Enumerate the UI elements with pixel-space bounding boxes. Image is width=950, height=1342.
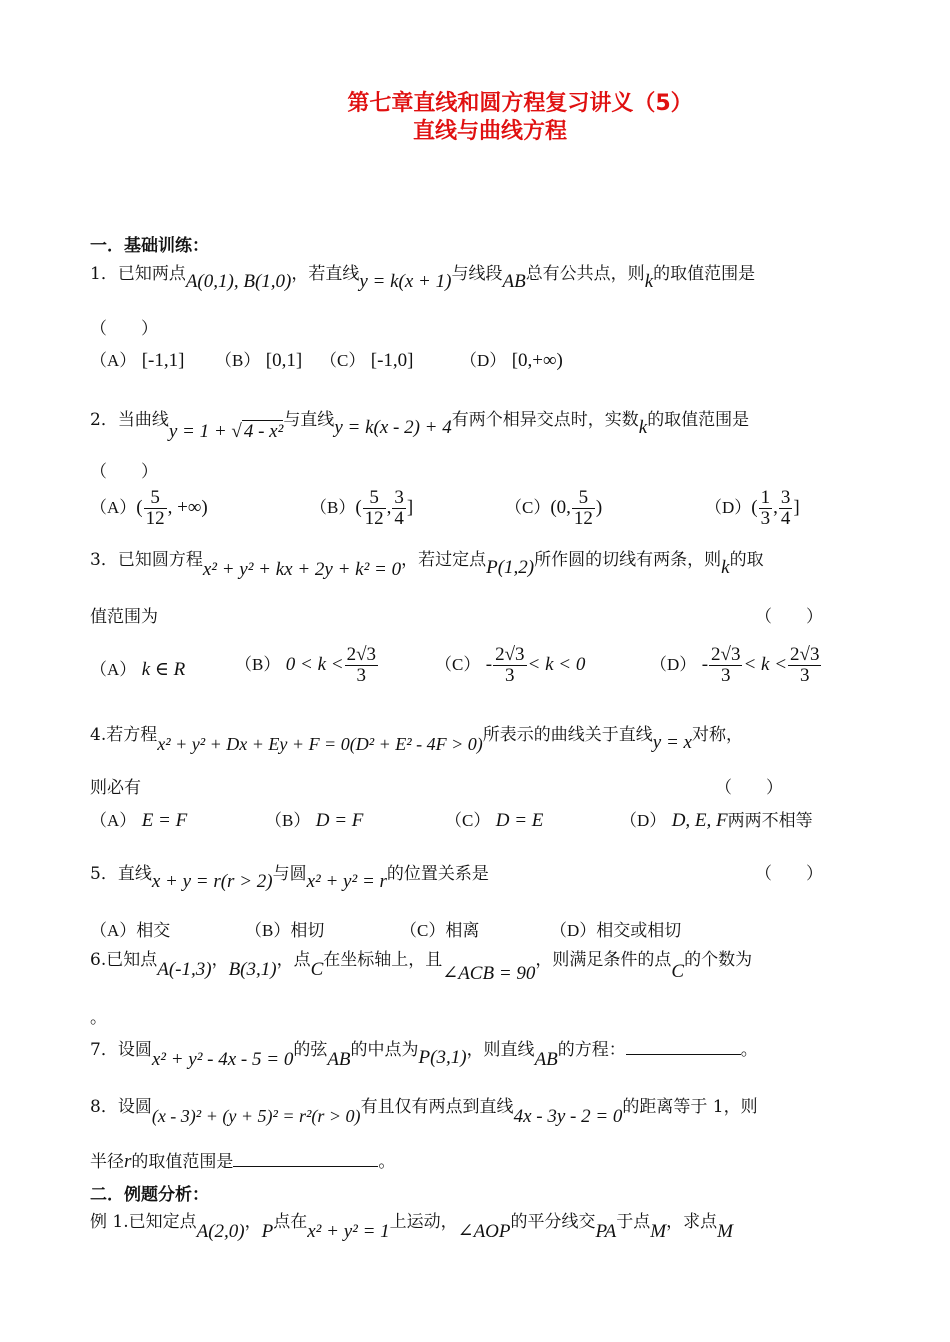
q6-text: 在坐标轴上，且 [323,950,443,970]
q2-curve-root: 4 - x² [243,421,284,442]
option-label: （D） [650,655,697,674]
q6-text: 6.已知点 [90,950,158,970]
ex1-text: ，求点 [666,1212,718,1232]
frac-num: 1 [760,487,771,508]
frac-den: 12 [145,508,165,529]
q5-option-b[interactable] [245,916,324,941]
q2-line-eq: y = k(x - 2) + 4 [334,417,452,438]
q1-option-c[interactable] [320,346,413,372]
q2-text: 2．当曲线 [90,410,169,430]
option-value: E = F [141,810,188,831]
q8-line-2 [90,1150,862,1174]
frac-num: 5 [572,488,595,509]
q4-text: 所表示的曲线关于直线 [482,725,653,745]
q6-text: ，则满足条件的点 [535,950,672,970]
option-label: （C） [505,497,551,517]
question-7 [90,1038,862,1070]
ex1-point-a: A(2,0) [196,1221,245,1242]
option-label: （B） [265,811,311,830]
q8-text: 的取值范围是 [131,1152,234,1172]
frac-den: 3 [356,665,367,686]
ex1-segment-pa: PA [595,1221,617,1242]
option-value: ( [751,496,758,518]
option-value: [0,+∞) [511,350,563,371]
option-label: （B） [245,921,291,940]
q1-points: A(0,1), B(1,0) [185,271,292,292]
frac-den: 4 [394,508,404,529]
q1-answer-paren: （ ） [90,319,158,339]
q1-line-eq: y = k(x + 1) [359,271,452,292]
q7-text: ，则直线 [466,1040,535,1060]
q5-options [90,916,865,944]
q8-radius: r [124,1151,132,1172]
option-label: （B） [235,655,281,674]
option-label: （D） [550,921,597,940]
q3-circle-eq: x² + y² + kx + 2y + k² = 0 [202,559,402,580]
option-label: （A） [90,497,137,517]
q3-text: ，若过定点 [401,550,487,570]
q4-option-b[interactable] [265,806,363,832]
q2-text: 有两个相异交点时，实数 [451,410,639,430]
q8-line-eq: 4x - 3y - 2 = 0 [513,1106,623,1127]
q2-option-d[interactable] [705,488,800,529]
option-value: D = E [495,810,544,831]
question-2: 2．当曲线y = 1 + √ 4 - x²与直线y = k(x - 2) + 4有两个相异交点时，实数k的取值范围是 [90,410,750,442]
q1-k: k [644,271,654,292]
q3-text: 值范围为 [90,607,158,627]
q5-option-a[interactable] [90,916,170,941]
q1-text: 的取值范围是 [653,264,756,284]
option-value: (0, [550,496,571,518]
document-subtitle: 直线与曲线方程 [412,119,567,144]
q5-circle-eq: x² + y² = r [306,871,387,892]
ex1-text: 点在 [273,1212,308,1232]
q8-circle-eq: (x - 3)² + (y + 5)² = r²(r > 0) [151,1106,361,1126]
ex1-circle-eq: x² + y² = 1 [307,1221,390,1242]
ex1-text: 的平分线交 [510,1212,596,1232]
frac-num: 2√3 [495,644,525,665]
option-value: ( [136,496,143,518]
frac-den: 3 [760,508,771,529]
frac-num: 3 [394,487,404,508]
q8-text: 。 [378,1152,396,1172]
option-value: 相切 [290,921,325,941]
q7-text: 7．设圆 [90,1040,152,1060]
ex1-text: 于点 [616,1212,651,1232]
q2-option-a[interactable] [90,488,208,529]
frac-den: 4 [780,508,791,529]
option-value: , [773,496,778,518]
option-value: , [386,496,392,518]
q3-answer-paren: （ ） [755,607,823,627]
q7-text: 的弦 [293,1040,328,1060]
q3-option-b[interactable] [235,645,379,686]
question-3 [90,548,862,580]
q5-text: 与圆 [272,864,307,884]
section-basic-training: 一．基础训练： [90,236,209,256]
q2-option-c[interactable] [505,488,602,529]
q6-angle: ∠ACB = 90 [442,963,536,984]
q8-answer-blank[interactable] [233,1152,378,1167]
ex1-text: 例 1.已知定点 [90,1212,197,1232]
q5-line-eq: x + y = r(r > 2) [151,871,273,892]
q4-text: 对称， [691,725,743,745]
q6-point-c: C [671,961,685,982]
option-value: D = F [315,810,364,831]
q4-option-c[interactable] [445,806,543,832]
option-label: （A） [90,921,137,940]
option-value: [-1,1] [141,350,185,371]
q7-chord: AB [327,1049,351,1070]
ex1-text: ， [244,1212,262,1232]
option-label: （D） [460,351,507,370]
option-value: 0 < k < [285,654,344,675]
ex1-point-m: M [650,1221,667,1242]
question-6 [90,948,862,984]
option-label: （A） [90,811,137,830]
q3-line-2 [90,605,862,629]
option-value: [0,1] [265,350,303,371]
q7-text: 。 [740,1040,758,1060]
q3-option-d[interactable] [650,645,822,686]
q6-text: 的个数为 [684,950,753,970]
q7-answer-blank[interactable] [626,1040,741,1055]
q2-k: k [638,417,648,438]
section-example-analysis: 二．例题分析： [90,1185,209,1205]
q4-text: 4.若方程 [90,725,158,745]
q4-option-a[interactable] [90,806,187,832]
q4-line-eq: y = x [652,732,692,753]
q1-option-a[interactable] [90,346,184,372]
q4-answer-paren: （ ） [715,778,783,798]
q1-text: 1．已知两点 [90,264,186,284]
ex1-point-m: M [717,1221,733,1242]
option-value: , +∞) [167,496,208,518]
q8-text: 8．设圆 [90,1097,152,1117]
option-value: ( [355,496,362,518]
question-1 [90,262,862,292]
option-label: （B） [215,351,261,370]
q6-text: ，点 [276,950,311,970]
q4-options [90,806,865,840]
q8-text: 的距离等于 1，则 [622,1097,758,1117]
q3-text: 的取 [729,550,764,570]
ex1-point-p: P [261,1221,274,1242]
q5-option-c[interactable] [400,916,479,941]
question-5 [90,862,862,892]
q8-text: 有且仅有两点到直线 [360,1097,514,1117]
frac-den: 3 [505,665,515,686]
q2-text: 的取值范围是 [647,410,750,430]
frac-den: 3 [720,665,731,686]
frac-den: 12 [573,508,593,529]
option-label: （B） [310,497,356,517]
option-value: k ∈ R [141,659,186,680]
q6-end-mark: 。 [90,1008,107,1028]
q4-line-2 [90,776,862,800]
option-label: （C） [435,655,481,674]
frac-num: 3 [780,487,791,508]
frac-num: 2√3 [790,644,820,665]
q6-point-c: C [310,959,324,980]
document-title: 第七章直线和圆方程复习讲义（5） [347,91,693,116]
frac-num: 5 [363,488,386,509]
q5-text: 的位置关系是 [386,864,489,884]
q4-circle-eq: x² + y² + Dx + Ey + F = 0(D² + E² - 4F > 0) [157,734,483,754]
q2-answer-paren: （ ） [90,462,158,482]
option-label: （A） [90,351,137,370]
q2-options [90,488,865,538]
q8-text: 半径 [90,1152,124,1172]
option-value: ] [793,496,800,518]
q1-segment: AB [502,271,526,292]
q6-point-b: B(3,1) [228,959,277,980]
q1-text: 与线段 [451,264,503,284]
q5-text: 5．直线 [90,864,152,884]
q5-option-d[interactable] [550,916,681,941]
option-label: （D） [705,497,752,517]
option-value: ) [595,496,603,518]
q7-line-ab: AB [534,1049,558,1070]
q1-option-d[interactable] [460,346,563,372]
q1-options [90,346,865,380]
q2-text: 与直线 [283,410,335,430]
option-value: - [485,654,493,675]
frac-num: 2√3 [711,644,741,665]
option-label: （A） [90,660,137,679]
option-value: < k < [743,654,788,675]
frac-den: 12 [364,508,384,529]
option-value: [-1,0] [370,350,414,371]
q4-option-d[interactable] [620,806,813,832]
option-value: ] [406,496,414,518]
option-label: （C） [400,921,446,940]
q2-option-b[interactable] [310,488,413,529]
option-value: D, E, F [671,810,728,831]
option-label: （D） [620,811,667,830]
q3-point: P(1,2) [486,557,535,578]
ex1-angle: ∠AOP [457,1221,511,1242]
option-value: 相交或相切 [596,921,682,941]
q6-text: ， [211,950,229,970]
option-label: （C） [320,351,366,370]
q2-curve: y = 1 + [168,421,227,442]
question-8 [90,1094,862,1127]
q6-point-a: A(-1,3) [157,959,212,980]
q3-text: 3．已知圆方程 [90,550,203,570]
q4-text: 则必有 [90,778,141,798]
example-1 [90,1210,862,1242]
q7-circle-eq: x² + y² - 4x - 5 = 0 [151,1049,294,1070]
q3-option-c[interactable] [435,645,585,686]
question-4 [90,722,862,754]
option-value: 相交 [136,921,171,941]
q3-text: 所作圆的切线有两条，则 [534,550,722,570]
option-value: < k < 0 [527,654,586,675]
option-value: 相离 [445,921,480,941]
q7-text: 的方程： [557,1040,626,1060]
q1-text: 总有公共点，则 [525,264,645,284]
option-value: 两两不相等 [727,811,813,831]
ex1-text: 上运动， [389,1212,458,1232]
frac-num: 5 [144,488,167,509]
q3-options [90,645,865,695]
frac-den: 3 [800,665,810,686]
q1-text: ，若直线 [291,264,360,284]
q1-option-b[interactable] [215,346,302,372]
option-value: - [701,654,709,675]
q3-k: k [721,557,730,578]
option-label: （C） [445,811,491,830]
q3-option-a[interactable] [90,655,185,681]
q7-text: 的中点为 [350,1040,419,1060]
q5-answer-paren: （ ） [755,864,823,884]
q7-midpoint: P(3,1) [418,1047,467,1068]
frac-num: 2√3 [346,644,377,665]
